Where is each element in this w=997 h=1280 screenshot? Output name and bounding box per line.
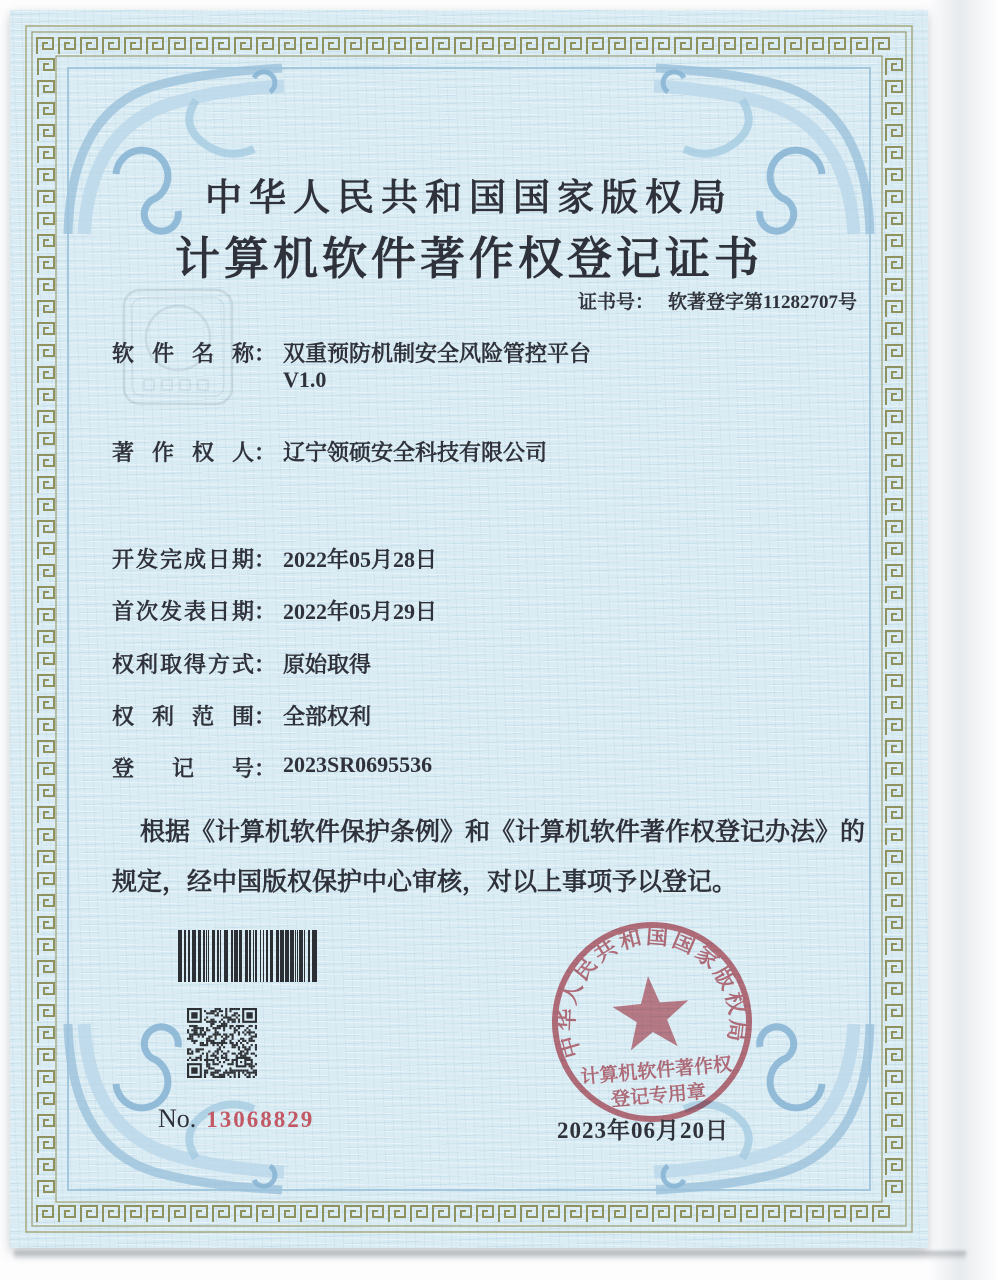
- field-row-dev-complete-date: [112, 543, 872, 574]
- field-value-software-name: 双重预防机制安全风险管控平台: [283, 341, 592, 366]
- seal-ring-text: 中华人民共和国国家版权局: [553, 923, 751, 1061]
- serial-number-line: [158, 1104, 314, 1134]
- seal-star-icon: [610, 973, 692, 1052]
- field-colon: ：: [254, 756, 277, 781]
- statement-line-1: 根据《计算机软件保护条例》和《计算机软件著作权登记办法》的: [140, 819, 866, 846]
- field-colon: ：: [254, 704, 277, 729]
- field-row-rights-acquisition: [112, 648, 872, 679]
- barcode: [178, 930, 318, 982]
- field-label: 著作权人: [112, 440, 254, 465]
- statement-line-2: 规定，经中国版权保护中心审核，对以上事项予以登记。: [112, 869, 738, 896]
- software-version: V1.0: [283, 367, 327, 392]
- field-value-rights-scope: 全部权利: [283, 704, 372, 729]
- field-label: 软件名称: [112, 341, 254, 366]
- field-row-registration-number: [112, 752, 872, 783]
- serial-number: 13068829: [206, 1107, 315, 1132]
- field-row-software-name: [112, 337, 872, 368]
- field-row-first-publish-date: [112, 595, 872, 626]
- field-colon: ：: [254, 652, 277, 677]
- field-label: 开发完成日期: [112, 547, 254, 572]
- field-label: 权利范围: [112, 704, 254, 729]
- certificate-number-label: 证书号：: [578, 292, 655, 313]
- qr-code: [187, 1008, 257, 1078]
- seal-text-line2: 登记专用章: [610, 1081, 707, 1111]
- scan-right-fade: [928, 0, 997, 1280]
- field-row-copyright-owner: [112, 436, 872, 467]
- authority-name: 中华人民共和国国家版权局: [205, 178, 733, 219]
- issue-date: 2023年06月20日: [557, 1118, 729, 1143]
- certificate-number-value: 软著登字第11282707号: [668, 292, 857, 313]
- field-label: 登记号: [112, 756, 254, 781]
- bottom-scan-shadow: [14, 1251, 966, 1260]
- field-label: 首次发表日期: [112, 599, 254, 624]
- field-value-rights-acquisition: 原始取得: [283, 652, 372, 677]
- certificate-sheet: [10, 10, 928, 1248]
- field-row-rights-scope: [112, 700, 872, 731]
- field-colon: ：: [254, 599, 277, 624]
- official-seal: [533, 903, 771, 1141]
- certificate-number-line: [10, 287, 857, 314]
- field-value-first-publish-date: 2022年05月29日: [283, 599, 438, 624]
- field-colon: ：: [254, 547, 277, 572]
- field-value-registration-number: 2023SR0695536: [283, 752, 433, 777]
- field-colon: ：: [254, 341, 277, 366]
- field-value-dev-complete-date: 2022年05月28日: [283, 547, 438, 572]
- serial-prefix: No.: [158, 1104, 197, 1133]
- certificate-title: 计算机软件著作权登记证书: [174, 234, 763, 284]
- field-colon: ：: [254, 440, 277, 465]
- field-value-copyright-owner: 辽宁领硕安全科技有限公司: [283, 440, 548, 465]
- seal-text-line1: 计算机软件著作权: [579, 1054, 733, 1089]
- field-label: 权利取得方式: [112, 652, 254, 677]
